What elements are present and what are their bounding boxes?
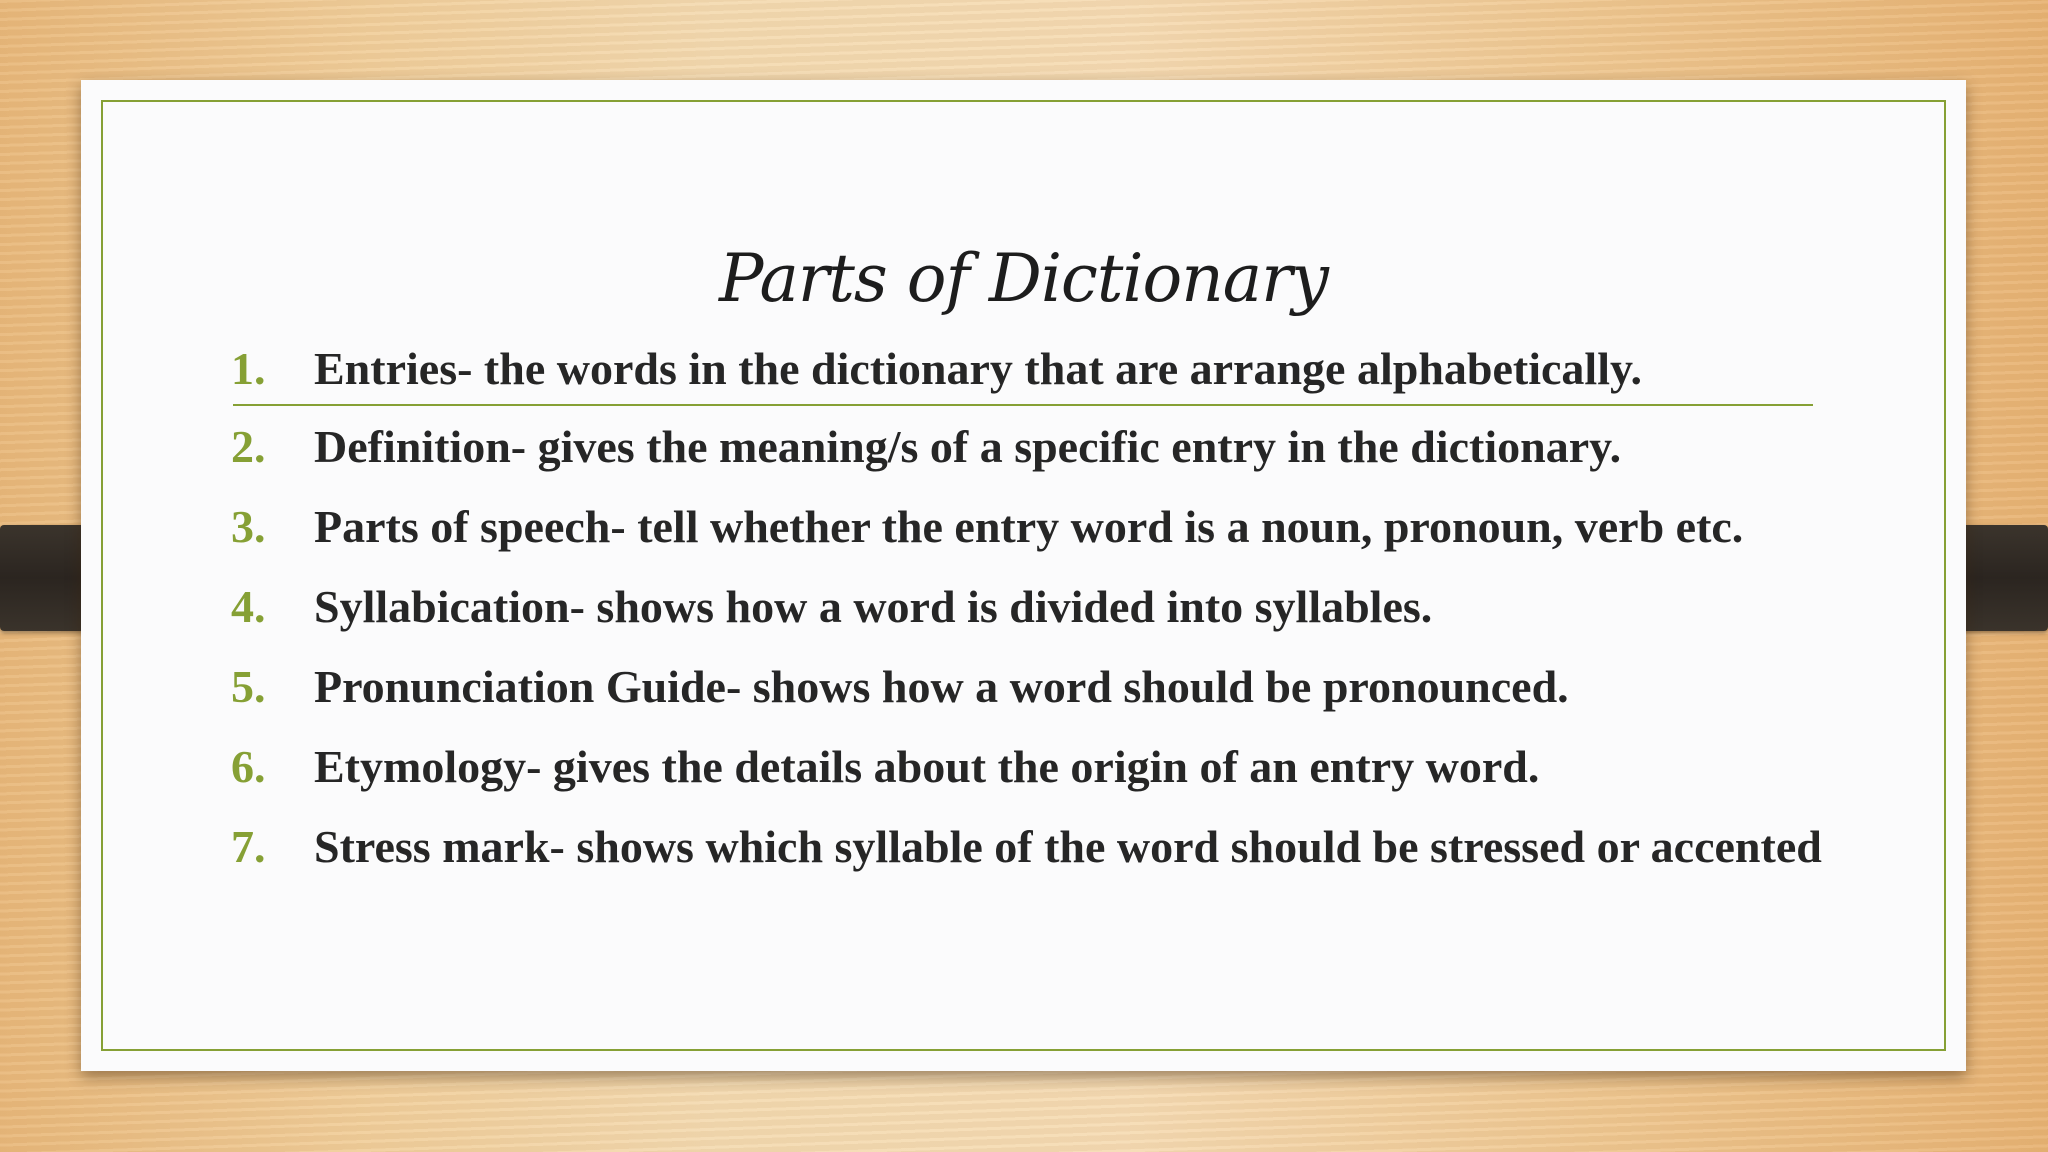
list-item-text: Stress mark- shows which syllable of the word should be stressed or accented	[314, 821, 1822, 872]
slide-card	[81, 80, 1966, 1071]
list-item-etymology	[231, 740, 1881, 794]
dictionary-parts-list	[231, 342, 1881, 900]
list-item-text: Parts of speech- tell whether the entry word is a noun, pronoun, verb etc.	[314, 501, 1744, 552]
list-item-text: Syllabication- shows how a word is divided into syllables.	[314, 581, 1433, 632]
list-item-entries	[231, 342, 1881, 396]
list-item-text: Definition- gives the meaning/s of a specific entry in the dictionary.	[314, 421, 1622, 472]
list-number: 2.	[231, 421, 266, 472]
list-item-text: Pronunciation Guide- shows how a word should be pronounced.	[314, 661, 1569, 712]
list-item-syllabication	[231, 580, 1881, 634]
list-number: 5.	[231, 661, 266, 712]
list-item-pronunciation-guide	[231, 660, 1881, 714]
list-item-stress-mark	[231, 820, 1881, 874]
list-number: 1.	[231, 343, 266, 394]
list-item-definition	[231, 420, 1881, 474]
list-item-parts-of-speech	[231, 500, 1881, 554]
list-number: 3.	[231, 501, 266, 552]
list-item-text: Etymology- gives the details about the origin of an entry word.	[314, 741, 1540, 792]
list-item-text: Entries- the words in the dictionary that are arrange alphabetically.	[314, 343, 1642, 394]
list-number: 6.	[231, 741, 266, 792]
list-number: 4.	[231, 581, 266, 632]
list-number: 7.	[231, 821, 266, 872]
slide-title: Parts of Dictionary	[719, 240, 1328, 317]
